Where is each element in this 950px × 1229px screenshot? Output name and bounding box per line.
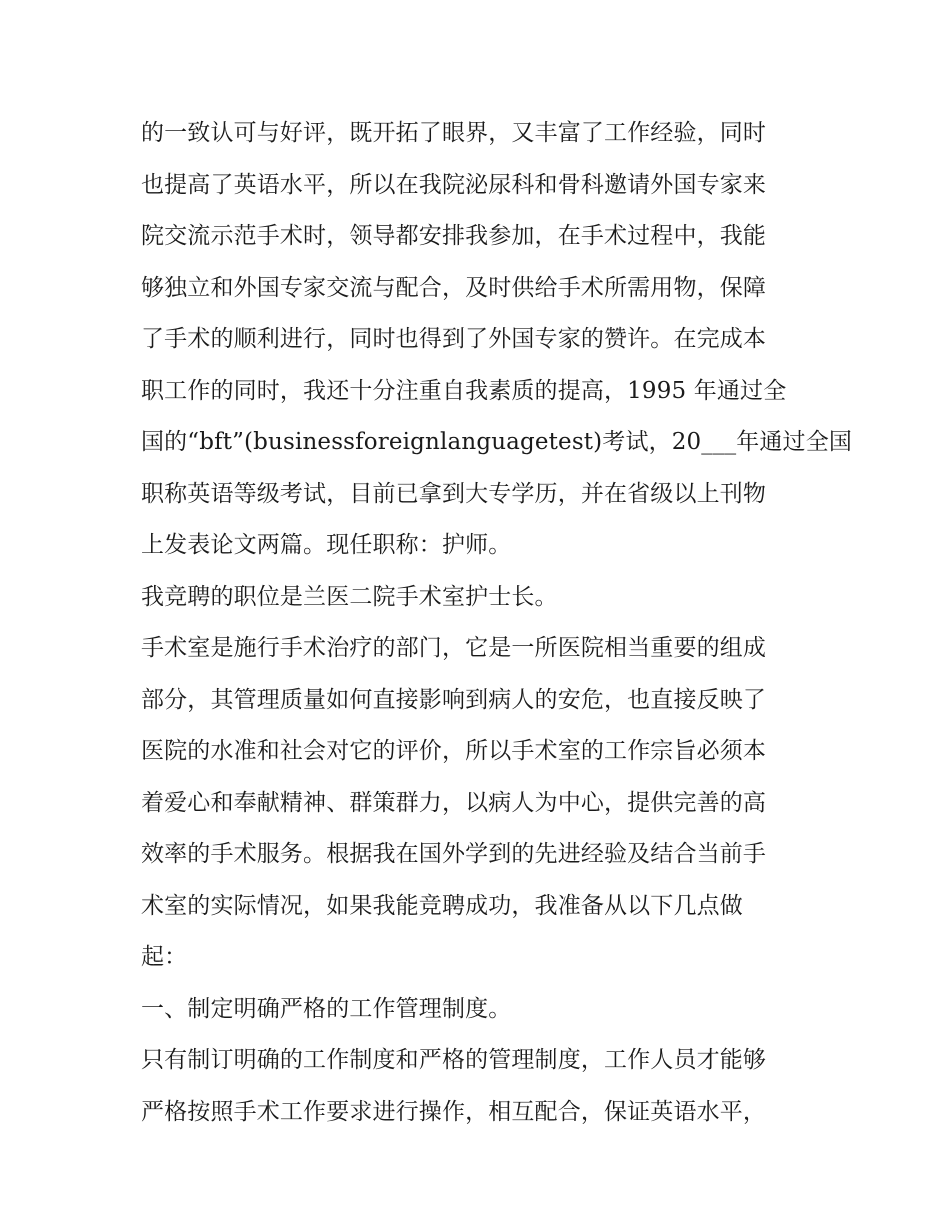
text-line: 术室的实际情况，如果我能竞聘成功，我准备从以下几点做 [141, 892, 743, 919]
text-line: 医院的水准和社会对它的评价，所以手术室的工作宗旨必须本 [141, 738, 767, 764]
text-line: 效率的手术服务。根据我在国外学到的先进经验及结合当前手 [141, 841, 767, 867]
text-line: 职称英语等级考试，目前已拿到大专学历，并在省级以上刊物 [141, 480, 767, 507]
text-line: 只有制订明确的工作制度和严格的管理制度，工作人员才能够 [141, 1047, 767, 1073]
text-line: 起： [141, 944, 188, 970]
text-line: 国的“bft”(businessforeignlanguagetest)考试，20___年通过全国 [141, 429, 853, 455]
text-line: 职工作的同时，我还十分注重自我素质的提高，1995 年通过全 [141, 377, 787, 404]
text-line: 够独立和外国专家交流与配合，及时供给手术所需用物，保障 [141, 274, 767, 301]
text-line: 着爱心和奉献精神、群策群力，以病人为中心，提供完善的高 [141, 789, 767, 816]
text-line: 我竞聘的职位是兰医二院手术室护士长。 [141, 583, 558, 610]
text-line: 严格按照手术工作要求进行操作，相互配合，保证英语水平， [141, 1098, 767, 1125]
text-line: 也提高了英语水平，所以在我院泌尿科和骨科邀请外国专家来 [141, 171, 767, 198]
text-line: 上发表论文两篇。现任职称：护师。 [141, 532, 512, 558]
section-heading: 一、制定明确严格的工作管理制度。 [141, 995, 512, 1022]
document-body [141, 108, 853, 1138]
text-line: 手术室是施行手术治疗的部门，它是一所医院相当重要的组成 [141, 635, 767, 661]
text-line: 了手术的顺利进行，同时也得到了外国专家的赞许。在完成本 [141, 326, 767, 352]
text-line: 院交流示范手术时，领导都安排我参加，在手术过程中，我能 [141, 223, 767, 249]
text-line: 的一致认可与好评，既开拓了眼界，又丰富了工作经验，同时 [141, 120, 767, 146]
text-line: 部分，其管理质量如何直接影响到病人的安危，也直接反映了 [141, 686, 767, 713]
